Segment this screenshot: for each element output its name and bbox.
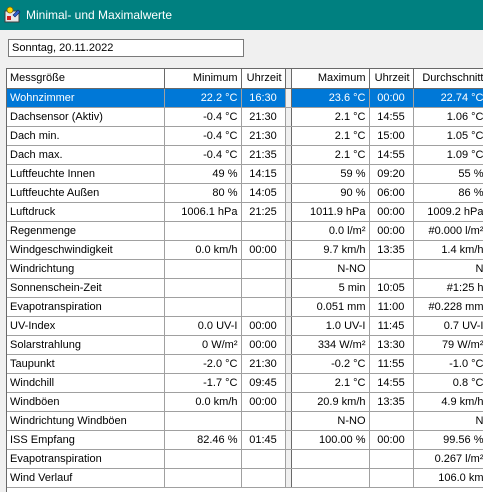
cell-min-time: 09:45 bbox=[241, 373, 285, 392]
cell-minimum: 80 % bbox=[164, 183, 241, 202]
table-row[interactable] bbox=[7, 354, 483, 373]
cell-name: Evapotranspiration bbox=[7, 297, 164, 316]
cell-average: 1.4 km/h bbox=[413, 240, 483, 259]
cell-min-time: 21:25 bbox=[241, 202, 285, 221]
table-row[interactable] bbox=[7, 297, 483, 316]
cell-name: Windrichtung bbox=[7, 259, 164, 278]
cell-min-time bbox=[241, 278, 285, 297]
cell-maximum: -0.2 °C bbox=[291, 354, 369, 373]
cell-minimum: -2.0 °C bbox=[164, 354, 241, 373]
cell-name: Luftfeuchte Innen bbox=[7, 164, 164, 183]
cell-maximum: 59 % bbox=[291, 164, 369, 183]
table-row[interactable] bbox=[7, 145, 483, 164]
cell-minimum bbox=[164, 468, 241, 487]
table-row[interactable] bbox=[7, 316, 483, 335]
cell-average: N bbox=[413, 259, 483, 278]
cell-minimum: -0.4 °C bbox=[164, 126, 241, 145]
cell-name: Taupunkt bbox=[7, 354, 164, 373]
cell-minimum bbox=[164, 449, 241, 468]
header-row bbox=[7, 69, 483, 88]
cell-average: 0.8 °C bbox=[413, 373, 483, 392]
cell-min-time: 00:00 bbox=[241, 316, 285, 335]
cell-name: Regenmenge bbox=[7, 221, 164, 240]
table-row[interactable] bbox=[7, 430, 483, 449]
cell-min-time bbox=[241, 449, 285, 468]
cell-name: UV-Index bbox=[7, 316, 164, 335]
cell-average: #1:25 h bbox=[413, 278, 483, 297]
cell-name: ISS Empfang bbox=[7, 430, 164, 449]
cell-min-time: 21:30 bbox=[241, 126, 285, 145]
cell-average: 55 % bbox=[413, 164, 483, 183]
cell-max-time bbox=[369, 411, 413, 430]
cell-min-time bbox=[241, 259, 285, 278]
date-field[interactable]: Sonntag, 20.11.2022 bbox=[8, 39, 244, 57]
table-row[interactable] bbox=[7, 335, 483, 354]
cell-min-time bbox=[241, 411, 285, 430]
cell-min-time: 00:00 bbox=[241, 240, 285, 259]
cell-minimum: 0.0 km/h bbox=[164, 240, 241, 259]
cell-average: 86 % bbox=[413, 183, 483, 202]
cell-name: Windböen bbox=[7, 392, 164, 411]
values-table bbox=[7, 69, 483, 488]
cell-average: 1.05 °C bbox=[413, 126, 483, 145]
cell-minimum: -0.4 °C bbox=[164, 145, 241, 164]
cell-minimum: 22.2 °C bbox=[164, 88, 241, 107]
cell-minimum: 0.0 km/h bbox=[164, 392, 241, 411]
cell-max-time: 06:00 bbox=[369, 183, 413, 202]
cell-max-time: 00:00 bbox=[369, 430, 413, 449]
cell-minimum bbox=[164, 278, 241, 297]
app-icon[interactable] bbox=[4, 6, 22, 23]
cell-minimum: 0 W/m² bbox=[164, 335, 241, 354]
cell-min-time bbox=[241, 297, 285, 316]
cell-maximum: 0.0 l/m² bbox=[291, 221, 369, 240]
cell-name: Evapotranspiration bbox=[7, 449, 164, 468]
cell-name: Dachsensor (Aktiv) bbox=[7, 107, 164, 126]
cell-maximum: 100.00 % bbox=[291, 430, 369, 449]
cell-average: 22.74 °C bbox=[413, 88, 483, 107]
cell-min-time: 01:45 bbox=[241, 430, 285, 449]
table-row[interactable] bbox=[7, 221, 483, 240]
cell-minimum: -1.7 °C bbox=[164, 373, 241, 392]
cell-min-time bbox=[241, 468, 285, 487]
table-row[interactable] bbox=[7, 164, 483, 183]
table-row[interactable] bbox=[7, 183, 483, 202]
cell-maximum: 2.1 °C bbox=[291, 126, 369, 145]
table-row[interactable] bbox=[7, 126, 483, 145]
table-row[interactable] bbox=[7, 373, 483, 392]
cell-average: 0.7 UV-I bbox=[413, 316, 483, 335]
cell-max-time: 15:00 bbox=[369, 126, 413, 145]
cell-maximum: 20.9 km/h bbox=[291, 392, 369, 411]
cell-average: 4.9 km/h bbox=[413, 392, 483, 411]
cell-name: Windchill bbox=[7, 373, 164, 392]
cell-maximum: 2.1 °C bbox=[291, 145, 369, 164]
cell-maximum: 1011.9 hPa bbox=[291, 202, 369, 221]
header-max-time[interactable]: Uhrzeit bbox=[369, 69, 413, 88]
values-grid[interactable] bbox=[6, 68, 483, 492]
cell-name: Solarstrahlung bbox=[7, 335, 164, 354]
cell-max-time bbox=[369, 468, 413, 487]
cell-max-time: 14:55 bbox=[369, 107, 413, 126]
table-row[interactable] bbox=[7, 107, 483, 126]
header-average[interactable]: Durchschnitt bbox=[413, 69, 483, 88]
cell-min-time bbox=[241, 221, 285, 240]
cell-average: 79 W/m² bbox=[413, 335, 483, 354]
cell-min-time: 14:05 bbox=[241, 183, 285, 202]
cell-minimum: 49 % bbox=[164, 164, 241, 183]
cell-min-time: 21:30 bbox=[241, 107, 285, 126]
cell-minimum: 82.46 % bbox=[164, 430, 241, 449]
cell-name: Dach min. bbox=[7, 126, 164, 145]
cell-name: Wohnzimmer bbox=[7, 88, 164, 107]
cell-maximum: 9.7 km/h bbox=[291, 240, 369, 259]
header-name[interactable]: Messgröße bbox=[7, 69, 164, 88]
cell-min-time: 21:35 bbox=[241, 145, 285, 164]
table-row[interactable] bbox=[7, 392, 483, 411]
cell-average: 1009.2 hPa bbox=[413, 202, 483, 221]
header-min-time[interactable]: Uhrzeit bbox=[241, 69, 285, 88]
cell-minimum bbox=[164, 221, 241, 240]
cell-average: -1.0 °C bbox=[413, 354, 483, 373]
cell-min-time: 14:15 bbox=[241, 164, 285, 183]
cell-minimum: 1006.1 hPa bbox=[164, 202, 241, 221]
cell-minimum: -0.4 °C bbox=[164, 107, 241, 126]
cell-maximum: 90 % bbox=[291, 183, 369, 202]
cell-min-time: 00:00 bbox=[241, 392, 285, 411]
cell-average: 0.267 l/m² bbox=[413, 449, 483, 468]
cell-min-time: 21:30 bbox=[241, 354, 285, 373]
table-row[interactable] bbox=[7, 449, 483, 468]
table-row[interactable] bbox=[7, 468, 483, 487]
cell-max-time: 09:20 bbox=[369, 164, 413, 183]
cell-max-time: 10:05 bbox=[369, 278, 413, 297]
cell-maximum: 0.051 mm bbox=[291, 297, 369, 316]
header-maximum[interactable]: Maximum bbox=[291, 69, 369, 88]
cell-maximum: 5 min bbox=[291, 278, 369, 297]
table-row[interactable] bbox=[7, 411, 483, 430]
cell-max-time: 14:55 bbox=[369, 145, 413, 164]
cell-max-time: 00:00 bbox=[369, 221, 413, 240]
cell-min-time: 16:30 bbox=[241, 88, 285, 107]
title-bar bbox=[0, 0, 483, 30]
table-row[interactable] bbox=[7, 88, 483, 107]
cell-average: 1.09 °C bbox=[413, 145, 483, 164]
cell-max-time bbox=[369, 449, 413, 468]
cell-max-time: 13:30 bbox=[369, 335, 413, 354]
cell-max-time: 00:00 bbox=[369, 88, 413, 107]
cell-min-time: 00:00 bbox=[241, 335, 285, 354]
cell-max-time: 11:55 bbox=[369, 354, 413, 373]
cell-maximum bbox=[291, 468, 369, 487]
cell-maximum bbox=[291, 449, 369, 468]
cell-maximum: 2.1 °C bbox=[291, 373, 369, 392]
cell-minimum: 0.0 UV-I bbox=[164, 316, 241, 335]
cell-max-time: 13:35 bbox=[369, 392, 413, 411]
cell-max-time: 11:00 bbox=[369, 297, 413, 316]
cell-average: N bbox=[413, 411, 483, 430]
cell-max-time: 13:35 bbox=[369, 240, 413, 259]
cell-name: Dach max. bbox=[7, 145, 164, 164]
cell-maximum: 334 W/m² bbox=[291, 335, 369, 354]
cell-name: Wind Verlauf bbox=[7, 468, 164, 487]
header-minimum[interactable]: Minimum bbox=[164, 69, 241, 88]
cell-average: 99.56 % bbox=[413, 430, 483, 449]
cell-average: 1.06 °C bbox=[413, 107, 483, 126]
window-title: Minimal- und Maximalwerte bbox=[26, 8, 173, 22]
cell-name: Windrichtung Windböen bbox=[7, 411, 164, 430]
table-row[interactable] bbox=[7, 259, 483, 278]
cell-max-time: 00:00 bbox=[369, 202, 413, 221]
cell-maximum: 2.1 °C bbox=[291, 107, 369, 126]
cell-average: #0.000 l/m² bbox=[413, 221, 483, 240]
cell-max-time bbox=[369, 259, 413, 278]
table-row[interactable] bbox=[7, 202, 483, 221]
cell-max-time: 14:55 bbox=[369, 373, 413, 392]
cell-average: #0.228 mm bbox=[413, 297, 483, 316]
cell-name: Windgeschwindigkeit bbox=[7, 240, 164, 259]
cell-minimum bbox=[164, 259, 241, 278]
cell-minimum bbox=[164, 411, 241, 430]
cell-name: Luftfeuchte Außen bbox=[7, 183, 164, 202]
table-row[interactable] bbox=[7, 240, 483, 259]
cell-maximum: N-NO bbox=[291, 411, 369, 430]
cell-name: Sonnenschein-Zeit bbox=[7, 278, 164, 297]
table-row[interactable] bbox=[7, 278, 483, 297]
cell-maximum: 1.0 UV-I bbox=[291, 316, 369, 335]
cell-max-time: 11:45 bbox=[369, 316, 413, 335]
cell-minimum bbox=[164, 297, 241, 316]
cell-maximum: 23.6 °C bbox=[291, 88, 369, 107]
cell-maximum: N-NO bbox=[291, 259, 369, 278]
cell-average: 106.0 km bbox=[413, 468, 483, 487]
cell-name: Luftdruck bbox=[7, 202, 164, 221]
